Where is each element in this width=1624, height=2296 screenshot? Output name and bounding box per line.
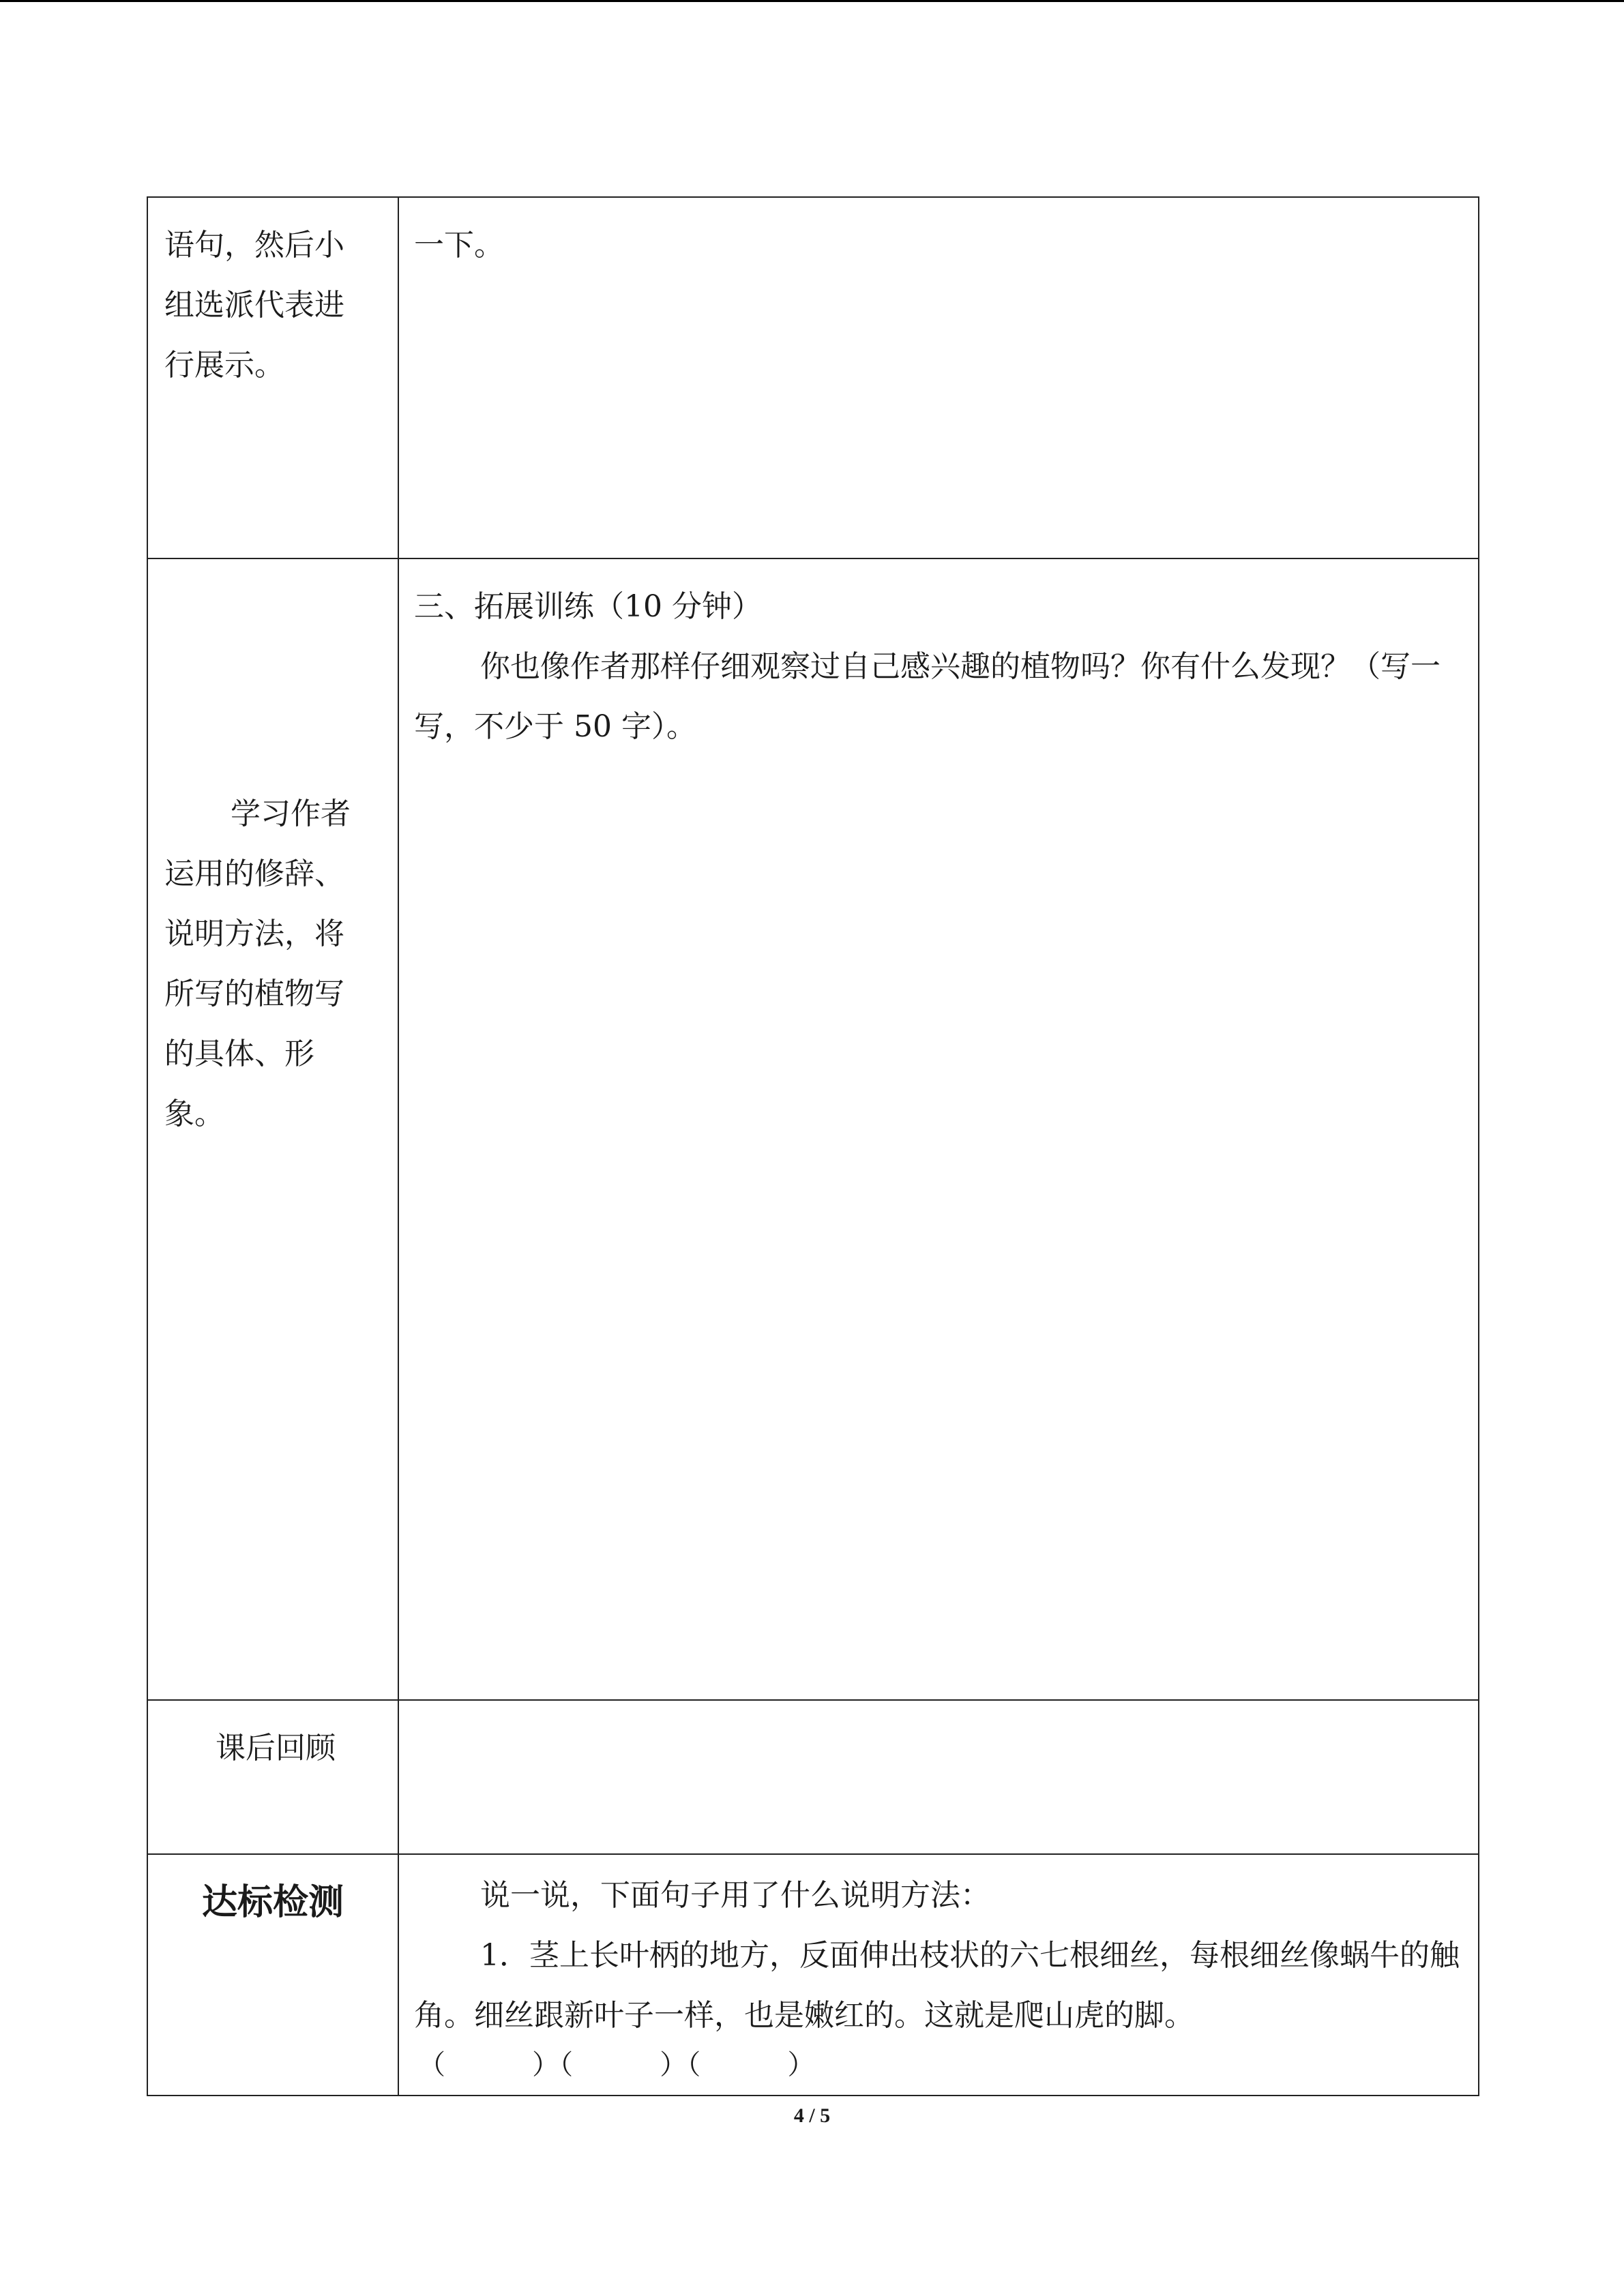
question-item: 1．茎上长叶柄的地方，反面伸出枝状的六七根细丝，每根细丝像蜗牛的触角。细丝跟新叶子一样，也是嫩红的。这就是爬山虎的脚。 — [414, 1938, 1460, 2033]
writing-prompt: 你也像作者那样仔细观察过自己感兴趣的植物吗？你有什么发现？（写一写，不少于 50 字）。 — [414, 649, 1441, 744]
left-line: 行展示。 — [164, 348, 284, 383]
lesson-plan-table — [147, 196, 1479, 2096]
right-cell — [398, 197, 1479, 558]
left-line: 说明方法，将 — [164, 916, 344, 951]
left-cell — [147, 1700, 398, 1854]
right-cell — [398, 558, 1479, 1700]
answer-blanks: （ ）（ ）（ ） — [418, 2049, 815, 2081]
table-row — [147, 1700, 1479, 1854]
left-cell — [147, 1854, 398, 2096]
left-cell — [147, 197, 398, 558]
assessment-label: 达标检测 — [201, 1882, 344, 1923]
review-label: 课后回顾 — [216, 1731, 336, 1765]
table-row — [147, 558, 1479, 1700]
left-line: 语句，然后小 — [164, 228, 344, 263]
table-row — [147, 1854, 1479, 2096]
page-number: 4 / 5 — [793, 2104, 831, 2127]
right-line: 一下。 — [414, 228, 504, 263]
left-cell — [147, 558, 398, 1700]
left-line: 组选派代表进 — [164, 288, 344, 323]
left-line: 运用的修辞、 — [164, 856, 344, 891]
left-line: 学习作者 — [231, 796, 351, 831]
table-row — [147, 197, 1479, 558]
left-line: 的具体、形 — [164, 1037, 314, 1071]
question-intro: 说一说，下面句子用了什么说明方法： — [480, 1878, 990, 1913]
top-border-line — [0, 0, 1624, 2]
right-cell — [398, 1854, 1479, 2096]
right-cell — [398, 1700, 1479, 1854]
left-line: 所写的植物写 — [164, 976, 344, 1011]
section-title: 三、拓展训练（10 分钟） — [414, 589, 762, 624]
left-line: 象。 — [164, 1097, 224, 1131]
